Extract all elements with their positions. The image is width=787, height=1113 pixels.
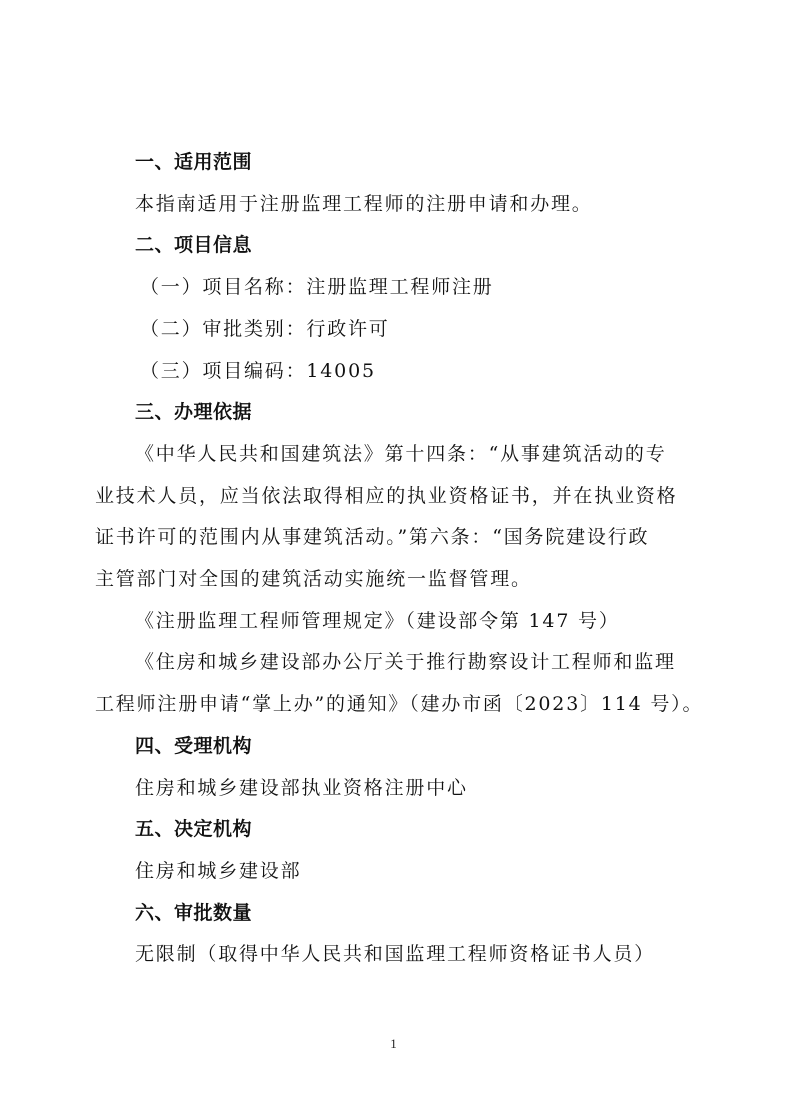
- section-heading: 六、审批数量: [135, 901, 253, 924]
- section-heading: 四、受理机构: [135, 734, 253, 757]
- document-body: [95, 142, 704, 976]
- section-heading: 三、办理依据: [135, 401, 253, 424]
- body-text: 住房和城乡建设部: [135, 859, 302, 882]
- body-text: 无限制（取得中华人民共和国监理工程师资格证书人员）: [135, 943, 656, 966]
- section-heading: 五、决定机构: [135, 818, 253, 841]
- paragraph-line: 工程师注册申请“掌上办”的通知》（建办市函〔2023〕114 号）。: [95, 693, 704, 716]
- body-text: 住房和城乡建设部执业资格注册中心: [135, 776, 468, 799]
- page-number: 1: [390, 1036, 397, 1051]
- paragraph-line: 《住房和城乡建设部办公厅关于推行勘察设计工程师和监理: [135, 651, 676, 674]
- paragraph-line: 《中华人民共和国建筑法》第十四条：“从事建筑活动的专: [135, 442, 667, 465]
- paragraph-line: 《注册监理工程师管理规定》（建设部令第 147 号）: [135, 609, 620, 632]
- list-item: （一）项目名称：注册监理工程师注册: [140, 276, 494, 299]
- section-heading: 二、项目信息: [135, 234, 253, 257]
- paragraph-line: 主管部门对全国的建筑活动实施统一监督管理。: [95, 568, 532, 591]
- section-heading: 一、适用范围: [135, 151, 253, 173]
- list-item: （三）项目编码：14005: [140, 359, 376, 382]
- list-item: （二）审批类别：行政许可: [140, 317, 390, 340]
- body-text: 本指南适用于注册监理工程师的注册申请和办理。: [135, 192, 593, 215]
- paragraph-line: 业技术人员，应当依法取得相应的执业资格证书，并在执业资格: [95, 484, 678, 507]
- paragraph-line: 证书许可的范围内从事建筑活动。”第六条：“国务院建设行政: [95, 526, 650, 549]
